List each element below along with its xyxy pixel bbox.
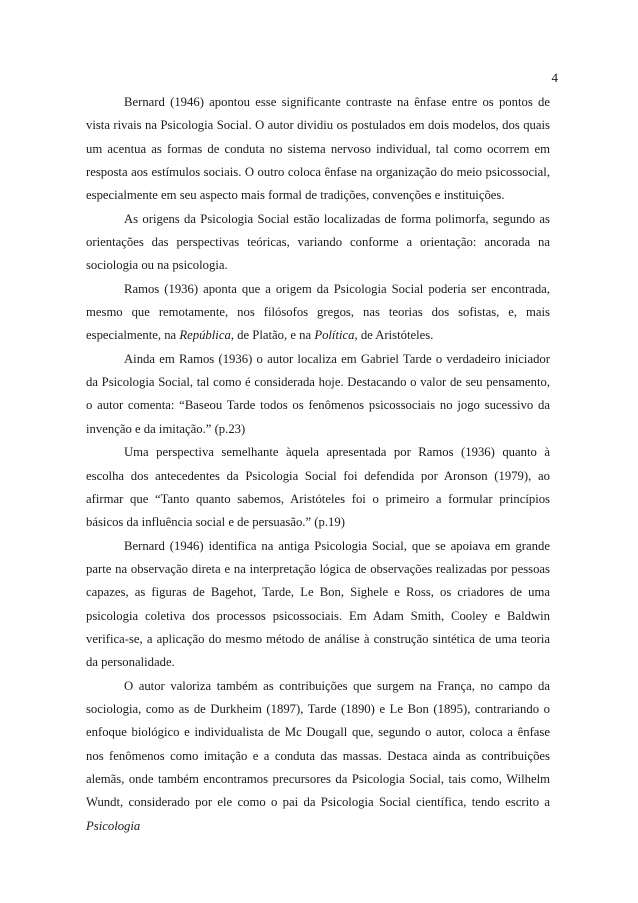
page-number: 4	[551, 70, 558, 85]
italic-title-republica: República	[179, 328, 231, 343]
paragraph-bernard-figures: Bernard (1946) identifica na antiga Psicologia Social, que se apoiava em grande parte na observação direta e na interpretação lógica de observações realizadas por pessoas capazes, as figuras de Bagehot, Tarde, Le Bon, Sighele e Ross, os criadores de uma psicologia coletiva dos processos psicossociais. Em Adam Smith, Cooley e Baldwin verifica-se, a aplicação do mesmo método de análise à construção sintética de uma teoria da personalidade.	[86, 538, 550, 670]
paragraph-origins: As origens da Psicologia Social estão localizadas de forma polimorfa, segundo as orientações das perspectivas teóricas, variando conforme a orientação: ancorada na sociologia ou na psicologia.	[86, 211, 550, 273]
paragraph-aronson: Uma perspectiva semelhante àquela apresentada por Ramos (1936) quanto à escolha dos antecedentes da Psicologia Social foi defendida por Aronson (1979), ao afirmar que “Tanto quanto sabemos, Aristóteles foi o primeiro a formular princípios básicos da influência social e de persuasão.” (p.19)	[86, 445, 550, 530]
body-text	[86, 91, 550, 838]
text-run: O autor valoriza também as contribuições que surgem na França, no campo da sociologia, como as de Durkheim (1897), Tarde (1890) e Le Bon (1895), contrariando o enfoque biológico e individualista de Mc Dougall que, segundo o autor, coloca a ênfase nos fenômenos como imitação e a conduta das massas. Destaca ainda as contribuições alemãs, onde também encontramos precursores da Psicologia Social, tais como, Wilhelm Wundt, considerado por ele como o pai da Psicologia Social científica, tendo escrito a	[86, 678, 550, 810]
paragraph-bernard-contrast: Bernard (1946) apontou esse significante contraste na ênfase entre os pontos de vista rivais na Psicologia Social. O autor dividiu os postulados em dois modelos, dos quais um acentua as formas de conduta no sistema nervoso individual, tal como ocorrem em resposta aos estímulos sociais. O outro coloca ênfase na organização do meio psicossocial, especialmente em seu aspecto mais formal de tradições, convenções e instituições.	[86, 95, 550, 203]
italic-title-psicologia: Psicologia	[86, 818, 141, 833]
italic-title-politica: Política	[314, 328, 355, 343]
text-run: , de Platão, e na	[230, 328, 315, 343]
text-run: , de Aristóteles.	[354, 328, 434, 343]
paragraph-ramos-tarde: Ainda em Ramos (1936) o autor localiza em Gabriel Tarde o verdadeiro iniciador da Psicologia Social, tal como é considerada hoje. Destacando o valor de seu pensamento, o autor comenta: “Baseou Tarde todos os fenômenos psicossociais no jogo sucessivo da invenção e da imitação.” (p.23)	[86, 351, 550, 436]
text-run: Ramos (1936) aponta que a origem da Psicologia Social poderia ser encontrada, mesmo que remotamente, nos filósofos gregos, nas teorias dos sofistas, e, mais especialmente, na	[86, 281, 550, 343]
paragraph-ramos-greeks	[86, 278, 550, 348]
paragraph-france-contributions	[86, 675, 550, 838]
